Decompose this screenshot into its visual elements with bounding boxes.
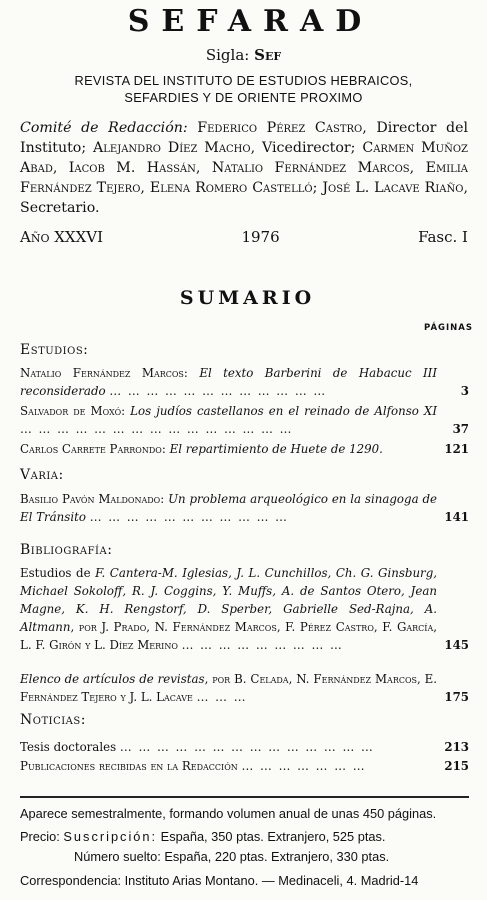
- section-estudios: Estudios:: [20, 342, 89, 358]
- sigla-label: Sigla:: [205, 46, 250, 64]
- leader-dots: … … … … … … … … …: [181, 638, 344, 652]
- journal-subtitle: [0, 72, 487, 106]
- footer-price-subscription: [20, 828, 469, 846]
- sigla-value: Sef: [254, 46, 282, 64]
- leader-dots: … … … … … … … … … … …: [89, 510, 289, 524]
- entry-prefix: Estudios de: [20, 566, 91, 580]
- leader-dots: … … … … … … … … … … … … … …: [119, 740, 375, 754]
- issue-fasc: Fasc. I: [418, 228, 468, 246]
- issue-year: 1976: [241, 228, 280, 246]
- section-noticias: Noticias:: [20, 712, 86, 728]
- toc-entry-1[interactable]: Natalio Fernández Marcos: El texto Barberini de Habacuc III reconsiderado … … … … … … … … … … … … 3: [20, 366, 469, 398]
- entry-title: El repartimiento de Huete de 1290.: [169, 442, 383, 456]
- toc-entry-5[interactable]: [20, 564, 469, 654]
- toc-entry-6[interactable]: [20, 670, 469, 706]
- leader-dots: … … … … … … …: [241, 759, 367, 773]
- leader-dots: … … …: [196, 690, 248, 704]
- committee-vicedirector-role: , Vicedirector;: [250, 140, 363, 156]
- footer-correspondence: Correspondencia: Instituto Arias Montano. — Medinaceli, 4. Madrid-14: [20, 873, 419, 888]
- committee-label: Comité de Redacción:: [20, 120, 188, 136]
- entry-title: Elenco de artículos de revistas: [20, 672, 205, 686]
- committee-secretary: José L. Lacave Riaño: [322, 180, 464, 196]
- entry-page: 37: [452, 422, 469, 436]
- issue-line: [20, 228, 468, 246]
- footer-price-single: [20, 848, 469, 866]
- leader-dots: … … … … … … … … … … … …: [109, 384, 327, 398]
- numero-value: España, 220 ptas. Extranjero, 330 ptas.: [164, 849, 390, 864]
- footer-periodicity: Aparece semestralmente, formando volumen anual de unas 450 páginas.: [20, 806, 437, 821]
- entry-page: 145: [444, 638, 469, 652]
- committee-separator: ;: [312, 180, 323, 196]
- entry-title: Tesis doctorales: [20, 740, 117, 754]
- committee-director-role: , Director del Instituto;: [20, 120, 468, 156]
- committee-secretary-role: , Secretario.: [20, 180, 468, 216]
- entry-page: 215: [444, 759, 469, 773]
- entry-page: 175: [444, 690, 469, 704]
- entry-authors: , por B. Celada, N. Fernández Marcos, E. Fernández Tejero y J. L. Lacave: [20, 672, 438, 704]
- toc-entry-7[interactable]: [20, 738, 469, 756]
- footer-divider: [20, 796, 469, 798]
- subtitle-line-2: SEFARDIES Y DE ORIENTE PROXIMO: [124, 90, 363, 105]
- entry-page: 141: [444, 510, 469, 524]
- subtitle-line-1: REVISTA DEL INSTITUTO DE ESTUDIOS HEBRAICOS,: [74, 73, 413, 88]
- entry-page: 121: [444, 442, 469, 456]
- section-varia: Varia:: [20, 467, 64, 483]
- toc-entry-8[interactable]: [20, 757, 469, 775]
- pages-header: PÁGINAS: [424, 323, 473, 333]
- entry-author: Carlos Carrete Parrondo: [20, 442, 162, 456]
- entry-page: 213: [444, 740, 469, 754]
- entry-page: 3: [460, 384, 469, 398]
- entry-title: Publicaciones recibidas en la Redacción: [20, 759, 238, 773]
- suscripcion-label: Suscripción:: [63, 829, 158, 844]
- toc-entry-2[interactable]: Salvador de Moxó: Los judíos castellanos en el reinado de Alfonso XI … … … … … … … … … … … … … … … 37: [20, 404, 469, 436]
- toc-entry-3[interactable]: Carlos Carrete Parrondo: El repartimiento de Huete de 1290. 121: [20, 442, 469, 456]
- entry-author: Basilio Pavón Maldonado: [20, 492, 161, 506]
- entry-author: Salvador de Moxó: [20, 404, 122, 418]
- sumario-title: SUMARIO: [179, 287, 316, 309]
- issue-year-label: Año XXXVI: [20, 228, 104, 246]
- numero-label: Número suelto:: [74, 849, 161, 864]
- committee-vicedirector: Alejandro Díez Macho: [93, 140, 251, 156]
- journal-title: SEFARAD: [127, 4, 374, 39]
- toc-entry-4[interactable]: Basilio Pavón Maldonado: Un problema arqueológico en la sinagoga de El Tránsito … … … … … … … … … … … 141: [20, 492, 469, 524]
- editorial-committee: [20, 118, 468, 218]
- committee-members: Carmen Muñoz Abad, Iacob M. Hassán, Natalio Fernández Marcos, Emilia Fernández Tejero, Elena Romero Castelló: [20, 140, 468, 196]
- entry-title: Los judíos castellanos en el reinado de Alfonso XI: [130, 404, 437, 418]
- section-bibliografia: Bibliografía:: [20, 542, 113, 558]
- suscripcion-value: España, 350 ptas. Extranjero, 525 ptas.: [160, 829, 386, 844]
- entry-title: El texto Barberini de Habacuc III reconsiderado: [20, 366, 437, 398]
- leader-dots: … … … … … … … … … … … … … … …: [20, 422, 293, 436]
- sigla-line: [0, 46, 487, 64]
- entry-title: Un problema arqueológico en la sinagoga de El Tránsito: [20, 492, 437, 524]
- entry-names: F. Cantera-M. Iglesias, J. L. Cunchillos, Ch. G. Ginsburg, Michael Sokoloff, R. J. Coggins, Y. Muffs, A. de Santos Otero, Jean Magne, K. H. Rengstorf, D. Sperber, Gabrielle Sed-Rajna, A. Altmann: [20, 566, 437, 634]
- entry-author: Natalio Fernández Marcos: [20, 366, 184, 380]
- entry-authors: , por J. Prado, N. Fernández Marcos, F. Pérez Castro, F. García, L. F. Girón y L. Díez Merino: [20, 620, 437, 652]
- committee-director: Federico Pérez Castro: [197, 120, 363, 136]
- precio-label: Precio:: [20, 829, 60, 844]
